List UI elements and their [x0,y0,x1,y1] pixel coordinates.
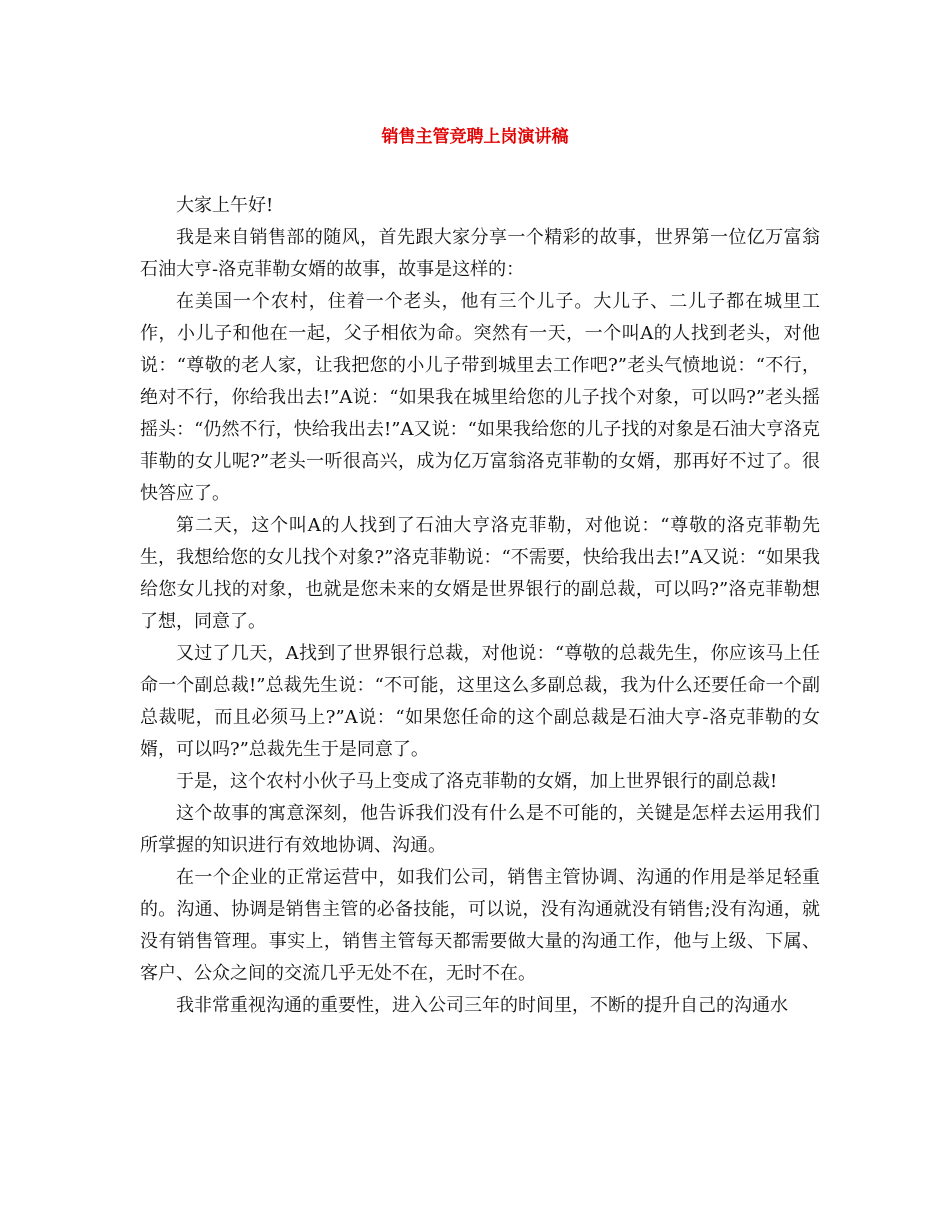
paragraph: 这个故事的寓意深刻，他告诉我们没有什么是不可能的，关键是怎样去运用我们所掌握的知识进行有效地协调、沟通。 [140,803,820,856]
document-title: 销售主管竞聘上岗演讲稿 [381,127,569,147]
paragraph: 我非常重视沟通的重要性，进入公司三年的时间里，不断的提升自己的沟通水 [176,995,788,1016]
paragraph: 又过了几天，A找到了世界银行总裁，对他说：“尊敬的总裁先生，你应该马上任命一个副总裁!”总裁先生说：“不可能，这里这么多副总裁，我为什么还要任命一个副总裁呢，而且必须马上?”A说：“如果您任命的这个副总裁是石油大亨-洛克菲勒的女婿，可以吗?”总裁先生于是同意了。 [140,643,820,760]
paragraph: 于是，这个农村小伙子马上变成了洛克菲勒的女婿，加上世界银行的副总裁! [176,771,778,792]
paragraph: 我是来自销售部的随风，首先跟大家分享一个精彩的故事，世界第一位亿万富翁石油大亨-洛克菲勒女婿的故事，故事是这样的： [140,227,820,280]
paragraph: 在一个企业的正常运营中，如我们公司，销售主管协调、沟通的作用是举足轻重的。沟通、协调是销售主管的必备技能，可以说，没有沟通就没有销售;没有沟通，就没有销售管理。事实上，销售主管每天都需要做大量的沟通工作，他与上级、下属、客户、公众之间的交流几乎无处不在，无时不在。 [140,867,820,984]
document-body [140,190,820,1022]
paragraph: 在美国一个农村，住着一个老头，他有三个儿子。大儿子、二儿子都在城里工作，小儿子和他在一起，父子相依为命。突然有一天，一个叫A的人找到老头，对他说：“尊敬的老人家，让我把您的小儿子带到城里去工作吧?”老头气愤地说：“不行，绝对不行，你给我出去!”A说：“如果我在城里给您的儿子找个对象，可以吗?”老头摇摇头：“仍然不行，快给我出去!”A又说：“如果我给您的儿子找的对象是石油大亨洛克菲勒的女儿呢?”老头一听很高兴，成为亿万富翁洛克菲勒的女婿，那再好不过了。很快答应了。 [140,291,820,504]
paragraph: 大家上午好! [176,195,274,216]
paragraph: 第二天，这个叫A的人找到了石油大亨洛克菲勒，对他说：“尊敬的洛克菲勒先生，我想给您的女儿找个对象?”洛克菲勒说：“不需要，快给我出去!”A又说：“如果我给您女儿找的对象，也就是您未来的女婿是世界银行的副总裁，可以吗?”洛克菲勒想了想，同意了。 [140,515,820,632]
